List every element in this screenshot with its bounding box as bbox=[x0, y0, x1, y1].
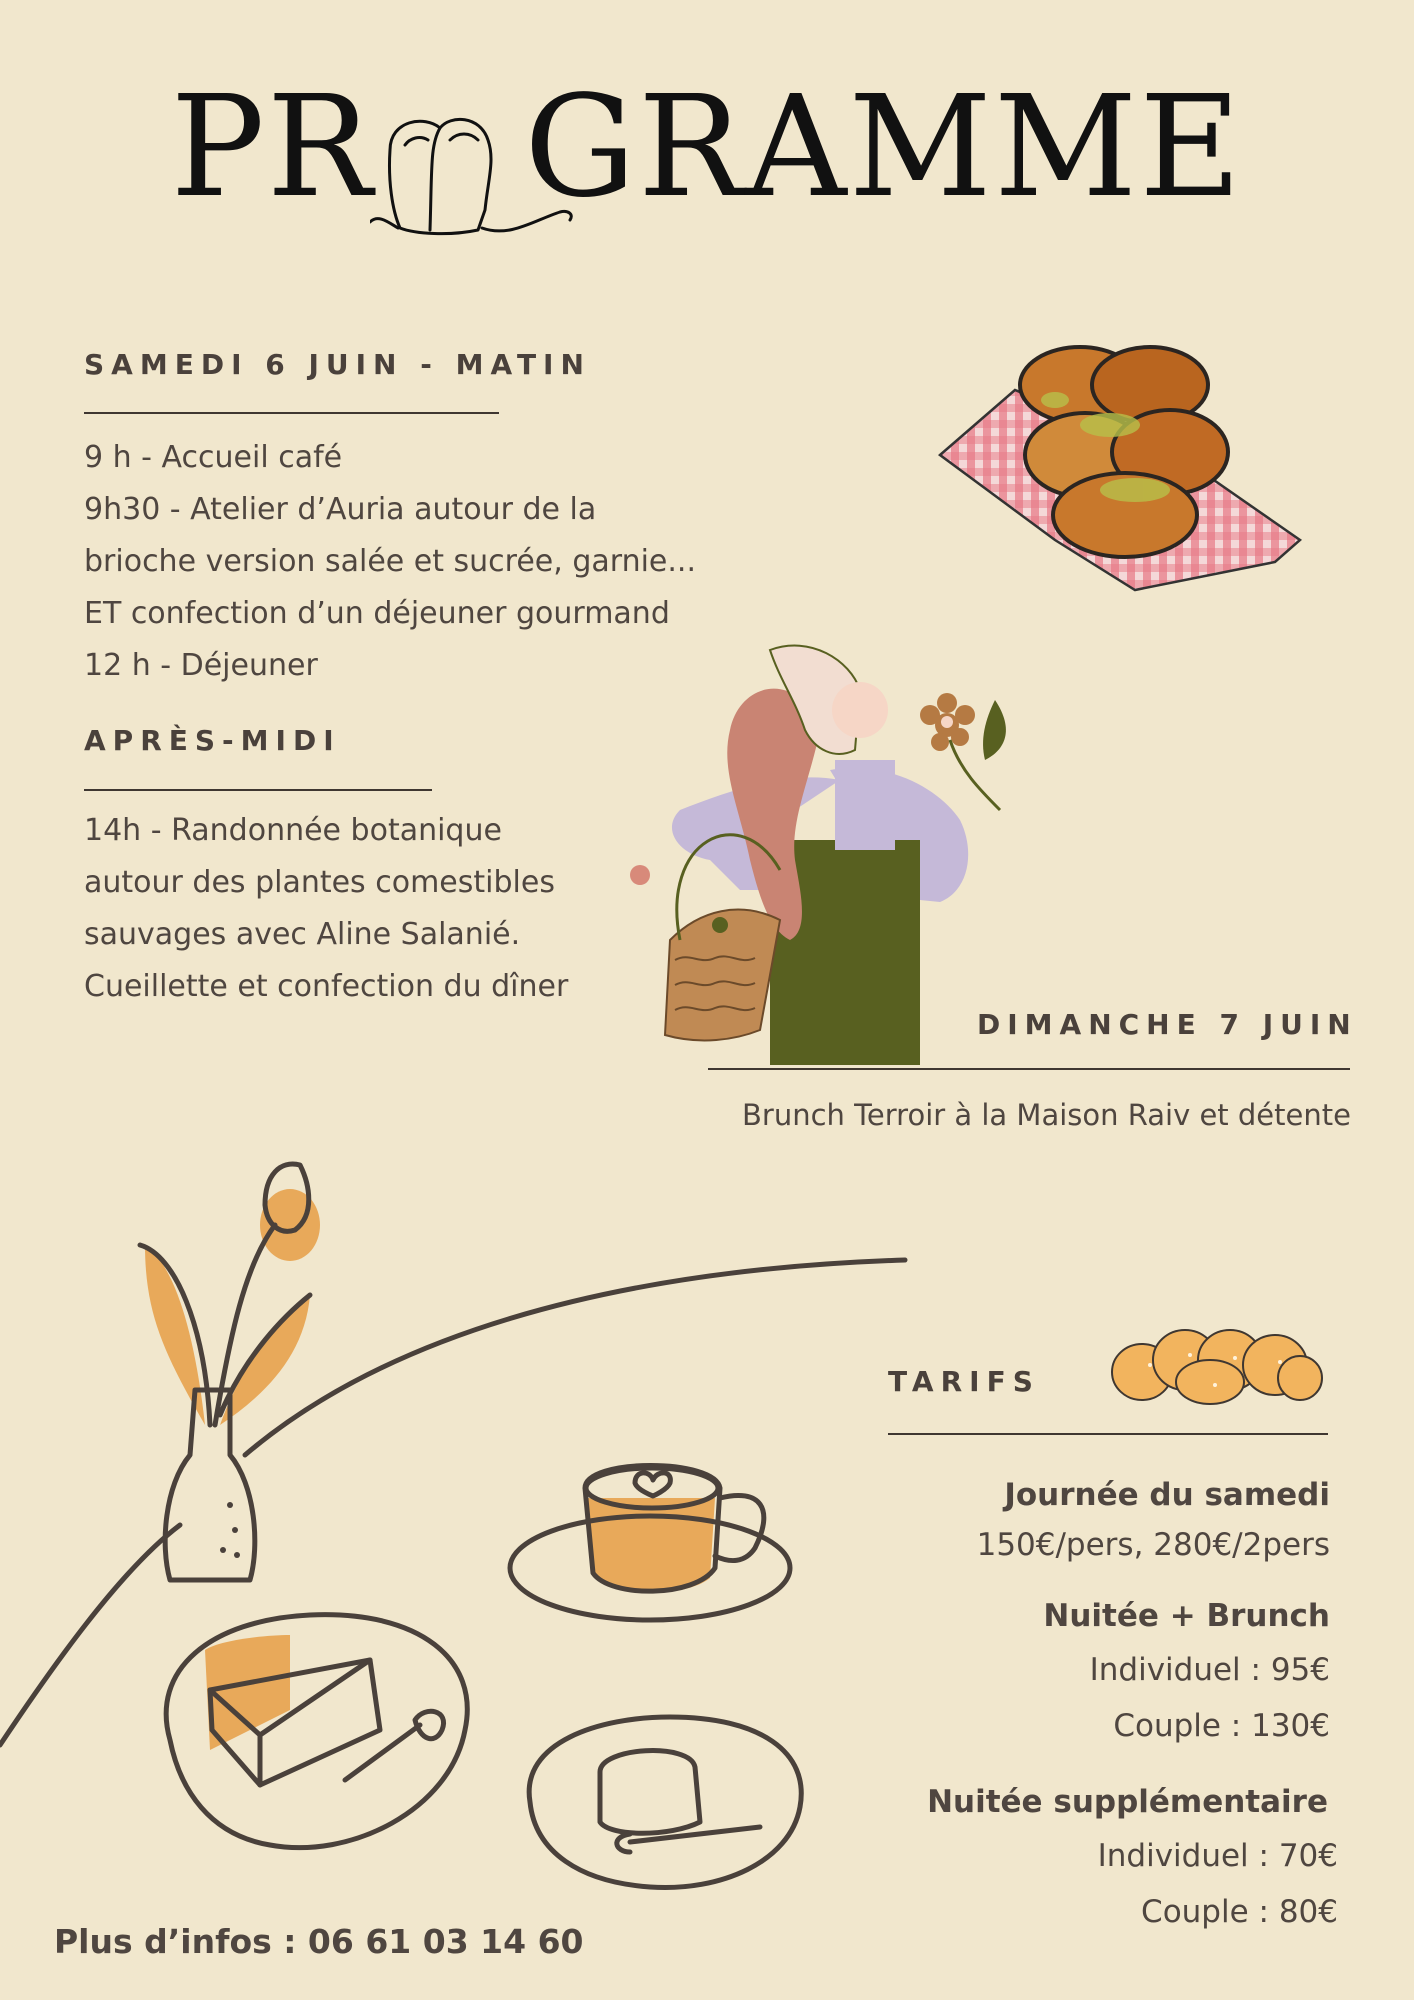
tarif-supp-individuel: Individuel : 70€ bbox=[1097, 1838, 1338, 1874]
tarifs-rule bbox=[888, 1433, 1328, 1435]
saturday-rule bbox=[84, 412, 499, 414]
small-brioche-icon bbox=[1110, 1320, 1325, 1410]
schedule-line: 9 h - Accueil café bbox=[84, 440, 343, 475]
afternoon-heading: APRÈS-MIDI bbox=[84, 724, 341, 757]
saturday-schedule bbox=[84, 432, 696, 692]
tarif-nuitee-individuel: Individuel : 95€ bbox=[1089, 1652, 1330, 1688]
schedule-line: 14h - Randonnée botanique bbox=[84, 813, 502, 848]
contact-info: Plus d’infos : 06 61 03 14 60 bbox=[54, 1922, 584, 1961]
girl-with-basket-icon bbox=[620, 640, 1050, 1065]
schedule-line: 9h30 - Atelier d’Auria autour de la bbox=[84, 492, 597, 527]
tulip-vase-icon bbox=[135, 1155, 335, 1585]
tarif-supp-couple: Couple : 80€ bbox=[1141, 1894, 1338, 1930]
schedule-line: ET confection d’un déjeuner gourmand bbox=[84, 596, 670, 631]
bread-loaf-icon bbox=[370, 110, 580, 240]
title-right: GRAMME bbox=[524, 66, 1244, 229]
afternoon-rule bbox=[84, 789, 432, 791]
sunday-rule bbox=[708, 1068, 1350, 1070]
tarif-supp-title: Nuitée supplémentaire bbox=[927, 1784, 1328, 1820]
sunday-heading: DIMANCHE 7 JUIN bbox=[977, 1008, 1358, 1041]
schedule-line: sauvages avec Aline Salanié. bbox=[84, 917, 521, 952]
tarif-nuitee-couple: Couple : 130€ bbox=[1113, 1708, 1330, 1744]
saturday-heading: SAMEDI 6 JUIN - MATIN bbox=[84, 348, 591, 381]
tarifs-list bbox=[880, 1470, 1338, 1940]
page-title bbox=[0, 66, 1414, 229]
schedule-line: brioche version salée et sucrée, garnie... bbox=[84, 544, 696, 579]
afternoon-schedule bbox=[84, 805, 568, 1013]
schedule-line: 12 h - Déjeuner bbox=[84, 648, 318, 683]
tarif-nuitee-title: Nuitée + Brunch bbox=[1043, 1598, 1330, 1634]
schedule-line: Cueillette et confection du dîner bbox=[84, 969, 569, 1004]
tarif-samedi-price: 150€/pers, 280€/2pers bbox=[976, 1527, 1330, 1563]
schedule-line: autour des plantes comestibles bbox=[84, 865, 555, 900]
sunday-text: Brunch Terroir à la Maison Raiv et détente bbox=[742, 1098, 1351, 1132]
tarifs-heading: TARIFS bbox=[888, 1365, 1040, 1398]
title-left: PR bbox=[170, 66, 375, 229]
coffee-cup-icon bbox=[505, 1448, 795, 1628]
braided-brioche-icon bbox=[935, 340, 1305, 605]
flan-icon bbox=[520, 1712, 810, 1892]
cake-slice-icon bbox=[150, 1610, 480, 1860]
tarif-samedi-title: Journée du samedi bbox=[1004, 1477, 1330, 1513]
